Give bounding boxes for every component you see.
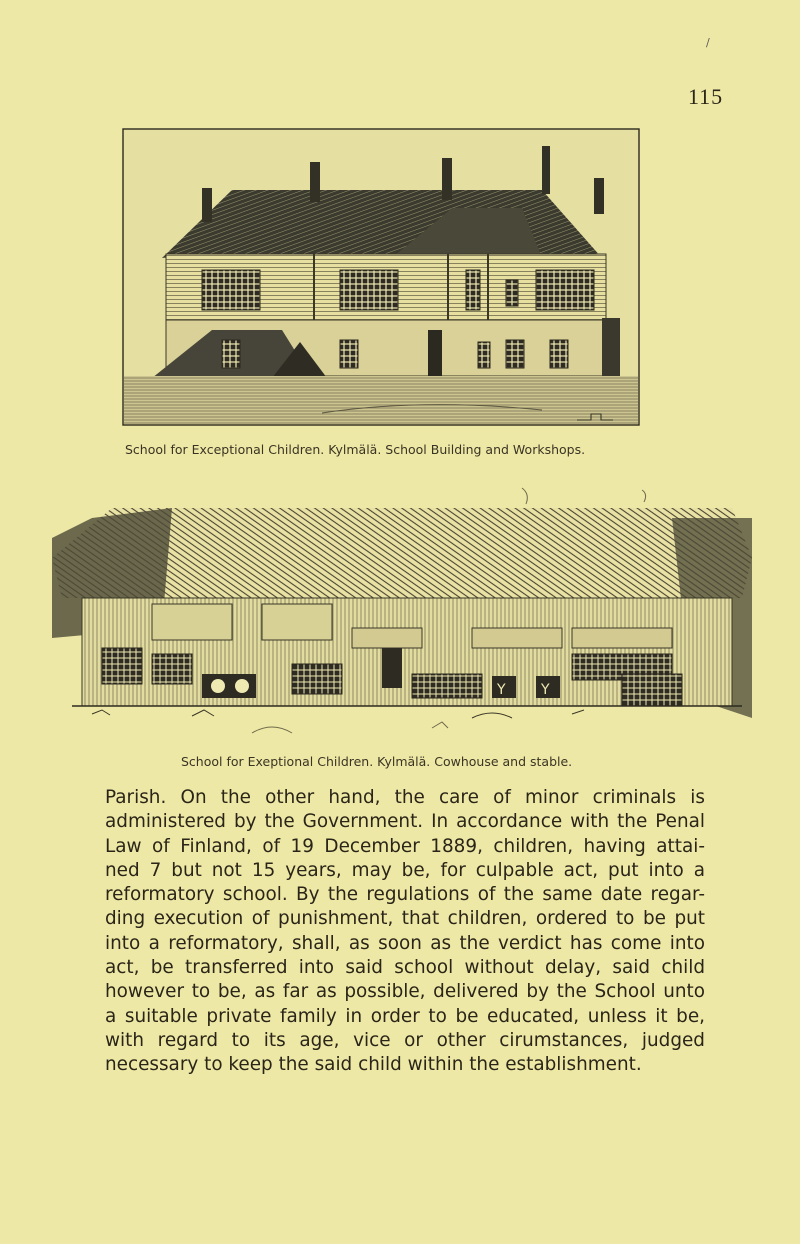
svg-text:Y: Y bbox=[497, 682, 506, 698]
text-line: Law of Finland, of 19 December 1889, children, having attai- bbox=[105, 835, 705, 857]
text-line: act, be transferred into said school without delay, said child bbox=[105, 957, 705, 979]
text-line: reformatory school. By the regulations of the same date regar- bbox=[105, 884, 705, 906]
cowhouse-stable-illustration bbox=[52, 478, 752, 746]
text-line: with regard to its age, vice or other cirumstances, judged bbox=[105, 1029, 705, 1051]
school-building-illustration bbox=[122, 128, 640, 426]
text-line: ned 7 but not 15 years, may be, for culpable act, put into a bbox=[105, 859, 705, 881]
body-paragraph bbox=[105, 786, 705, 1078]
text-line: into a reformatory, shall, as soon as the verdict has come into bbox=[105, 932, 705, 954]
text-line: Parish. On the other hand, the care of minor criminals is bbox=[105, 787, 705, 808]
text-line: necessary to keep the said child within the establishment. bbox=[105, 1054, 642, 1076]
text-line: administered by the Government. In accordance with the Penal bbox=[105, 811, 705, 833]
figure-caption: School for Exeptional Children. Kylmälä. Cowhouse and stable. bbox=[181, 754, 573, 769]
figure-caption: School for Exceptional Children. Kylmälä. School Building and Workshops. bbox=[125, 442, 586, 457]
text-line: ding execution of punishment, that children, ordered to be put bbox=[105, 908, 705, 930]
stray-mark: / bbox=[706, 36, 710, 49]
text-line: however to be, as far as possible, delivered by the School unto bbox=[105, 981, 705, 1003]
svg-text:Y: Y bbox=[541, 682, 550, 698]
page-number: 115 bbox=[688, 84, 724, 109]
text-line: a suitable private family in order to be educated, unless it be, bbox=[105, 1005, 705, 1027]
